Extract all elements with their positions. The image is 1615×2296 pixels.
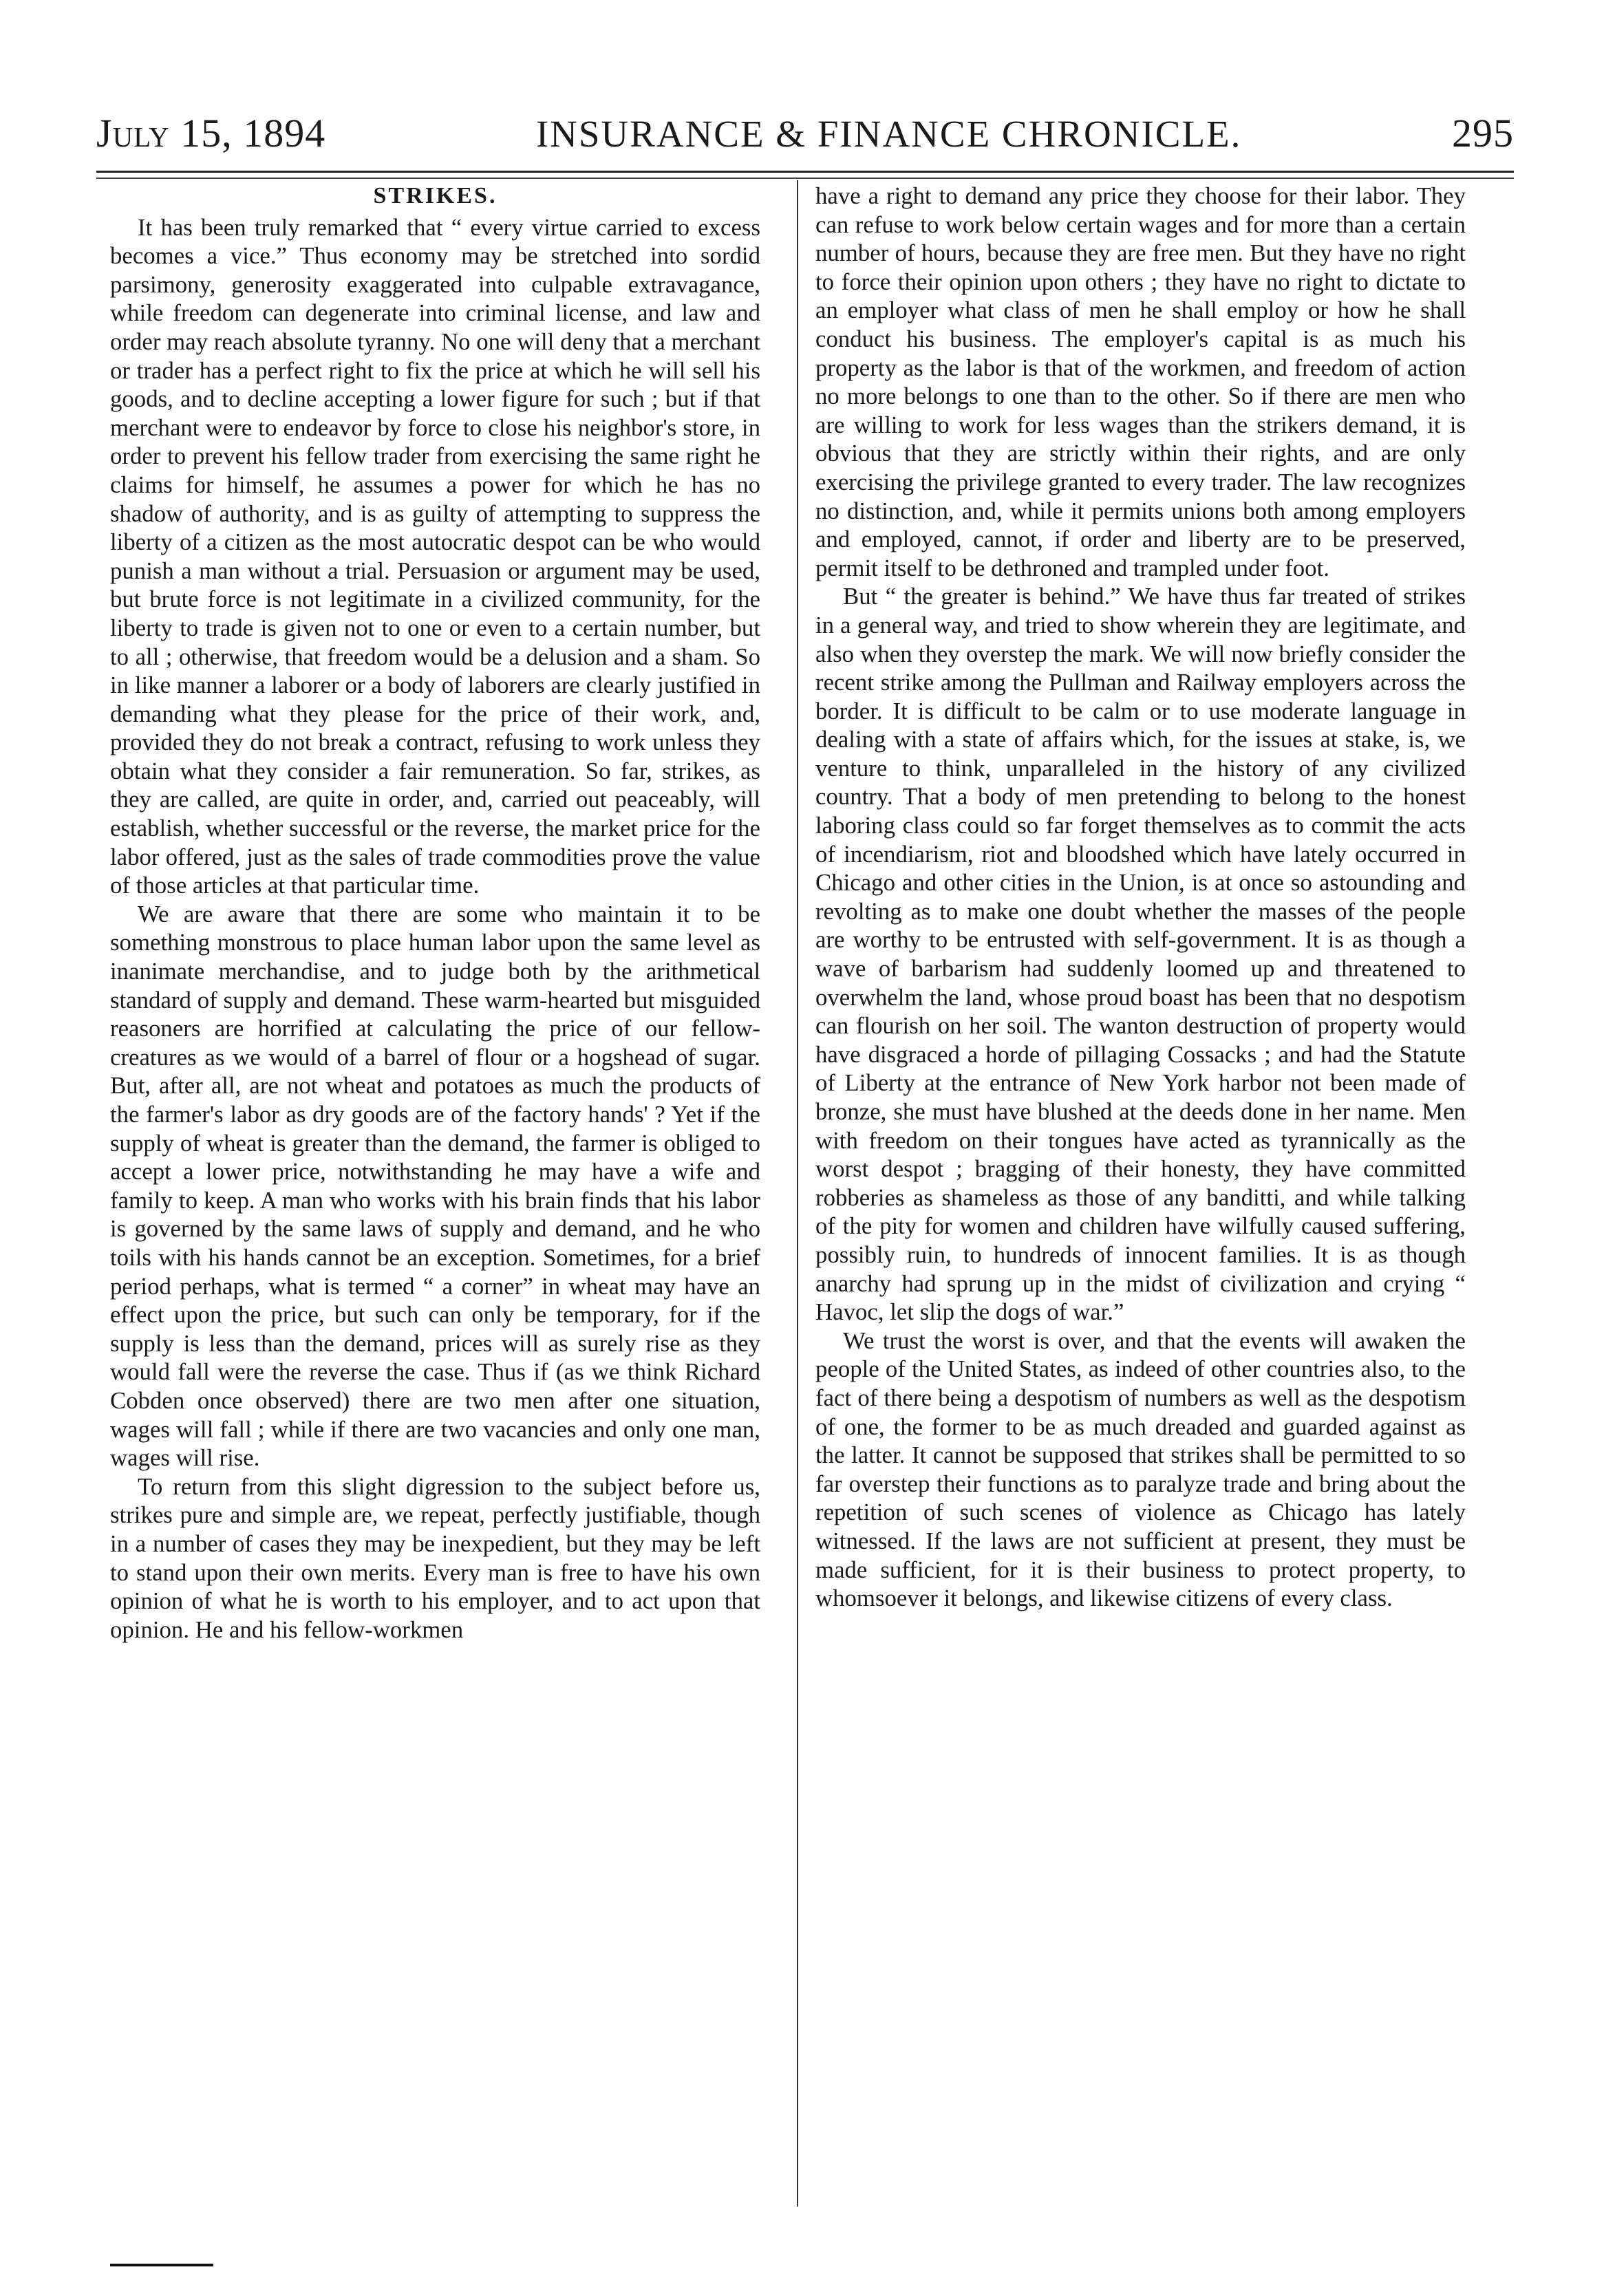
paragraph: have a right to demand any price they choose for their labor. They can refuse to work below certain wages and for more than a certain number of hours, because they are free men. But they have no right to force their opinion upon others ; they have no right to dictate to an employer what class of men he shall employ or how he shall conduct his business. The employer's capital is as much his property as the labor is that of the workmen, and freedom of action no more belongs to one than to the other. So if there are men who are willing to work for less wages than the strikers demand, it is obvious that they are strictly within their rights, and are only exercising the privilege granted to every trader. The law recognizes no distinction, and, while it permits unions both among employers and employed, cannot, if order and liberty are to be preserved, permit itself to be dethroned and trampled under foot. [815,182,1466,581]
paragraph: We are aware that there are some who maintain it to be something monstrous to place human labor upon the same level as inanimate merchandise, and to judge both by the arithmetical standard of supply and demand. These warm-hearted but misguided reasoners are horrified at calculating the price of our fellow-creatures as we would of a barrel of flour or a hogshead of sugar. But, after all, are not wheat and potatoes as much the products of the farmer's labor as dry goods are of the factory hands' ? Yet if the supply of wheat is greater than the demand, the farmer is obliged to accept a lower price, notwithstanding he may have a wife and family to keep. A man who works with his brain finds that his labor is governed by the same laws of supply and demand, and he who toils with his hands cannot be an exception. Sometimes, for a brief period perhaps, what is termed “ a corner” in wheat may have an effect upon the price, but such can only be temporary, for if the supply is less than the demand, prices will as surely rise as they would fall were the reverse the case. Thus if (as we think Richard Cobden once observed) there are two men after one situation, wages will fall ; while if there are two vacancies and only one man, wages will rise. [110,900,760,1472]
scan-mark [110,2264,213,2266]
paragraph: But “ the greater is behind.” We have thus far treated of strikes in a general way, and tried to show wherein they are legitimate, and also when they overstep the mark. We will now briefly consider the recent strike among the Pullman and Railway employers across the border. It is difficult to be calm or to use moderate language in dealing with a state of affairs which, for the issues at stake, is, we venture to think, unparalleled in the history of any civilized country. That a body of men pretending to belong to the honest laboring class could so far forget themselves as to commit the acts of incendiarism, riot and bloodshed which have lately occurred in Chicago and other cities in the Union, is at once so astounding and revolting as to make one doubt whether the masses of the people are worthy to be entrusted with self-government. It is as though a wave of barbarism had suddenly loomed up and threatened to overwhelm the land, whose proud boast has been that no despotism can flourish on her soil. The wanton destruction of property would have disgraced a horde of pillaging Cossacks ; and had the Statute of Liberty at the entrance of New York harbor not been made of bronze, she must have blushed at the deeds done in her name. Men with freedom on their tongues have acted as tyrannically as the worst despot ; bragging of their honesty, they have committed robberies as shameless as those of any banditti, and while talking of the pity for women and children have wilfully caused suffering, possibly ruin, to hundreds of innocent families. It is as though anarchy had sprung up in the midst of civilization and crying “ Havoc, let slip the dogs of war.” [815,583,1466,1326]
page-number: 295 [1451,111,1514,155]
right-column [815,182,1466,1613]
article-heading: STRIKES. [373,183,498,208]
header-rule-bottom [96,178,1514,179]
paragraph: It has been truly remarked that “ every virtue carried to excess becomes a vice.” Thus economy may be stretched into sordid parsimony, generosity exaggerated into culpable extravagance, while freedom can degenerate into criminal license, and law and order may reach absolute tyranny. No one will deny that a merchant or trader has a perfect right to fix the price at which he will sell his goods, and to decline accepting a lower figure for such ; but if that merchant were to endeavor by force to close his neighbor's store, in order to prevent his fellow trader from exercising the same right he claims for himself, he assumes a power for which he has no shadow of authority, and is as guilty of attempting to suppress the liberty of a citizen as the most autocratic despot can be who would punish a man without a trial. Persuasion or argument may be used, but brute force is not legitimate in a civilized community, for the liberty to trade is given not to one or even to a certain number, but to all ; otherwise, that freedom would be a delusion and a sham. So in like manner a laborer or a body of laborers are clearly justified in demanding what they please for the price of their work, and, provided they do not break a contract, refusing to work unless they obtain what they consider a fair remuneration. So far, strikes, as they are called, are quite in order, and, carried out peaceably, will establish, whether successful or the reverse, the market price for the labor offered, just as the sales of trade commodities prove the value of those articles at that particular time. [110,213,760,899]
header-rule-top [96,171,1514,173]
paragraph: We trust the worst is over, and that the events will awaken the people of the United States, as indeed of other countries also, to the fact of there being a despotism of numbers as well as the despotism of one, the former to be as much dreaded and guarded against as the latter. It cannot be supposed that strikes shall be permitted to so far overstep their functions as to paralyze trade and bring about the repetition of such scenes of violence as Chicago has lately witnessed. If the laws are not sufficient at present, they must be made sufficient, for it is their business to protect property, to whomsoever it belongs, and likewise citizens of every class. [815,1327,1466,1612]
left-column [110,182,760,1644]
publication-title: INSURANCE & FINANCE CHRONICLE. [535,113,1242,155]
column-divider [797,180,798,2207]
page-header [96,110,1514,158]
issue-date: July 15, 1894 [96,111,326,155]
paragraph: To return from this slight digression to the subject before us, strikes pure and simple are, we repeat, perfectly justifiable, though in a number of cases they may be inexpedient, but they may be left to stand upon their own merits. Every man is free to have his own opinion of what he is worth to his employer, and to act upon that opinion. He and his fellow-workmen [110,1472,760,1643]
